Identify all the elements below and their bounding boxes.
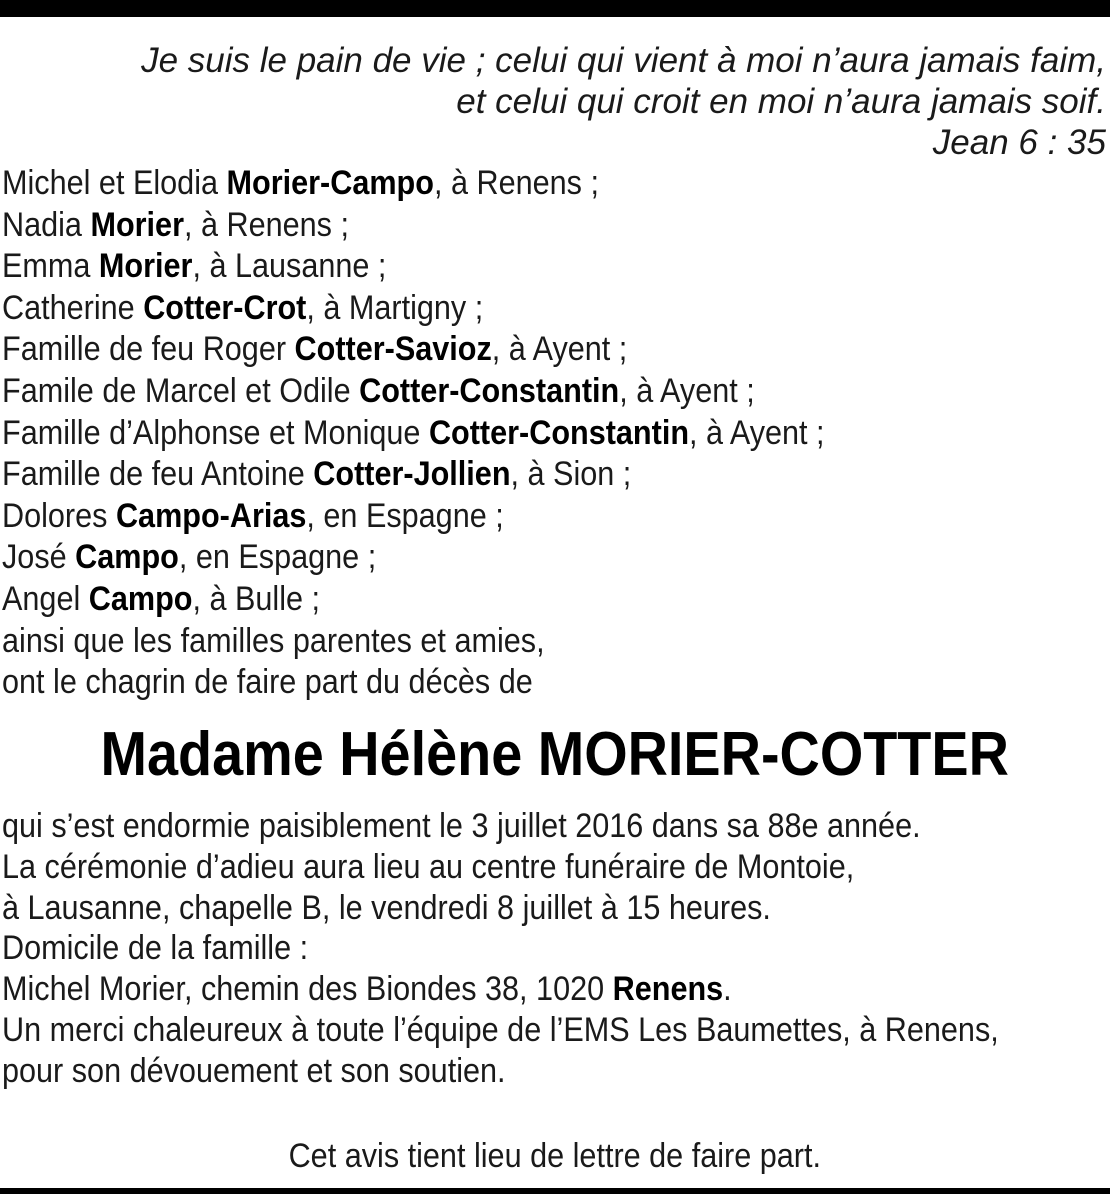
family-line [2,205,825,247]
family-surname: Campo-Arias [115,496,307,535]
family-line-text: Catherine [2,288,144,327]
family-line-text: Famile de Marcel et Odile [2,371,360,410]
family-line-text: , à Bulle ; [192,579,321,618]
family-line-text: , à Renens ; [433,164,599,202]
family-line [2,246,825,288]
family-line-text: , à Ayent ; [491,330,628,369]
family-surname: Cotter-Savioz [294,330,492,369]
family-line-text: Emma [2,247,99,286]
family-line-text: Dolores [2,496,116,535]
family-line-text: , à Lausanne ; [192,247,387,286]
family-line [2,496,825,538]
family-line-text: , en Espagne ; [178,538,377,577]
family-line [2,454,825,496]
family-line-text: Famille de feu Antoine [2,455,314,494]
details-line: qui s’est endormie paisiblement le 3 juillet 2016 dans sa 88e année. [2,807,921,845]
family-list [2,163,825,704]
family-line-text: José [2,538,76,577]
family-line [2,288,825,330]
family-line [2,413,825,455]
intro-line: ont le chagrin de faire part du décès de [2,663,533,702]
bible-verse [141,40,1106,163]
family-surname: Morier [98,247,193,286]
family-line [2,371,825,413]
family-surname: Cotter-Constantin [359,371,620,410]
family-line-text: , à Ayent ; [619,371,755,410]
family-surname: Morier [90,205,184,244]
verse-reference: Jean 6 : 35 [932,123,1106,162]
family-line-text: , en Espagne ; [306,496,504,535]
closing-note [0,1134,1110,1178]
family-line-text: Michel et Elodia [2,164,227,202]
verse-line: et celui qui croit en moi n’aura jamais soif. [456,82,1106,121]
details-line: Domicile de la famille : [2,929,309,968]
family-surname: Campo [75,538,179,577]
address-text: . [723,970,732,1009]
family-surname: Cotter-Constantin [428,413,690,452]
family-line-text: , à Sion ; [510,455,632,494]
bottom-border-rule [0,1188,1110,1194]
ceremony-details [2,806,999,1092]
details-line: à Lausanne, chapelle B, le vendredi 8 juillet à 15 heures. [2,888,771,927]
family-line-text: Angel [2,579,89,618]
family-line-text: Famille d’Alphonse et Monique [2,413,429,452]
family-line [2,329,825,371]
family-line-text: , à Martigny ; [306,288,484,327]
details-line: La cérémonie d’adieu aura lieu au centre funéraire de Montoie, [2,847,855,886]
details-line: Un merci chaleureux à toute l’équipe de l’EMS Les Baumettes, à Renens, [2,1010,999,1049]
family-line [2,163,825,205]
closing-text: Cet avis tient lieu de lettre de faire part. [288,1137,822,1175]
family-surname: Cotter-Crot [143,288,307,327]
address-text: Michel Morier, chemin des Biondes 38, 1020 [2,970,613,1009]
family-line-text: Famille de feu Roger [2,330,295,369]
family-line-text: Nadia [2,205,91,244]
family-surname: Cotter-Jollien [313,455,511,494]
deceased-name-heading [0,718,1110,792]
family-surname: Campo [88,579,193,618]
details-line: pour son dévouement et son soutien. [2,1051,506,1090]
family-line [2,537,825,579]
family-line-text: , à Ayent ; [689,413,825,452]
family-line-text: , à Renens ; [183,205,349,244]
verse-line: Je suis le pain de vie ; celui qui vient à moi n’aura jamais faim, [141,41,1106,80]
family-line [2,579,825,621]
intro-line: ainsi que les familles parentes et amies, [2,621,545,660]
family-address [2,969,999,1010]
family-surname: Morier-Campo [226,164,434,202]
deceased-name: Madame Hélène MORIER-COTTER [100,720,1010,789]
address-city: Renens [612,970,724,1009]
